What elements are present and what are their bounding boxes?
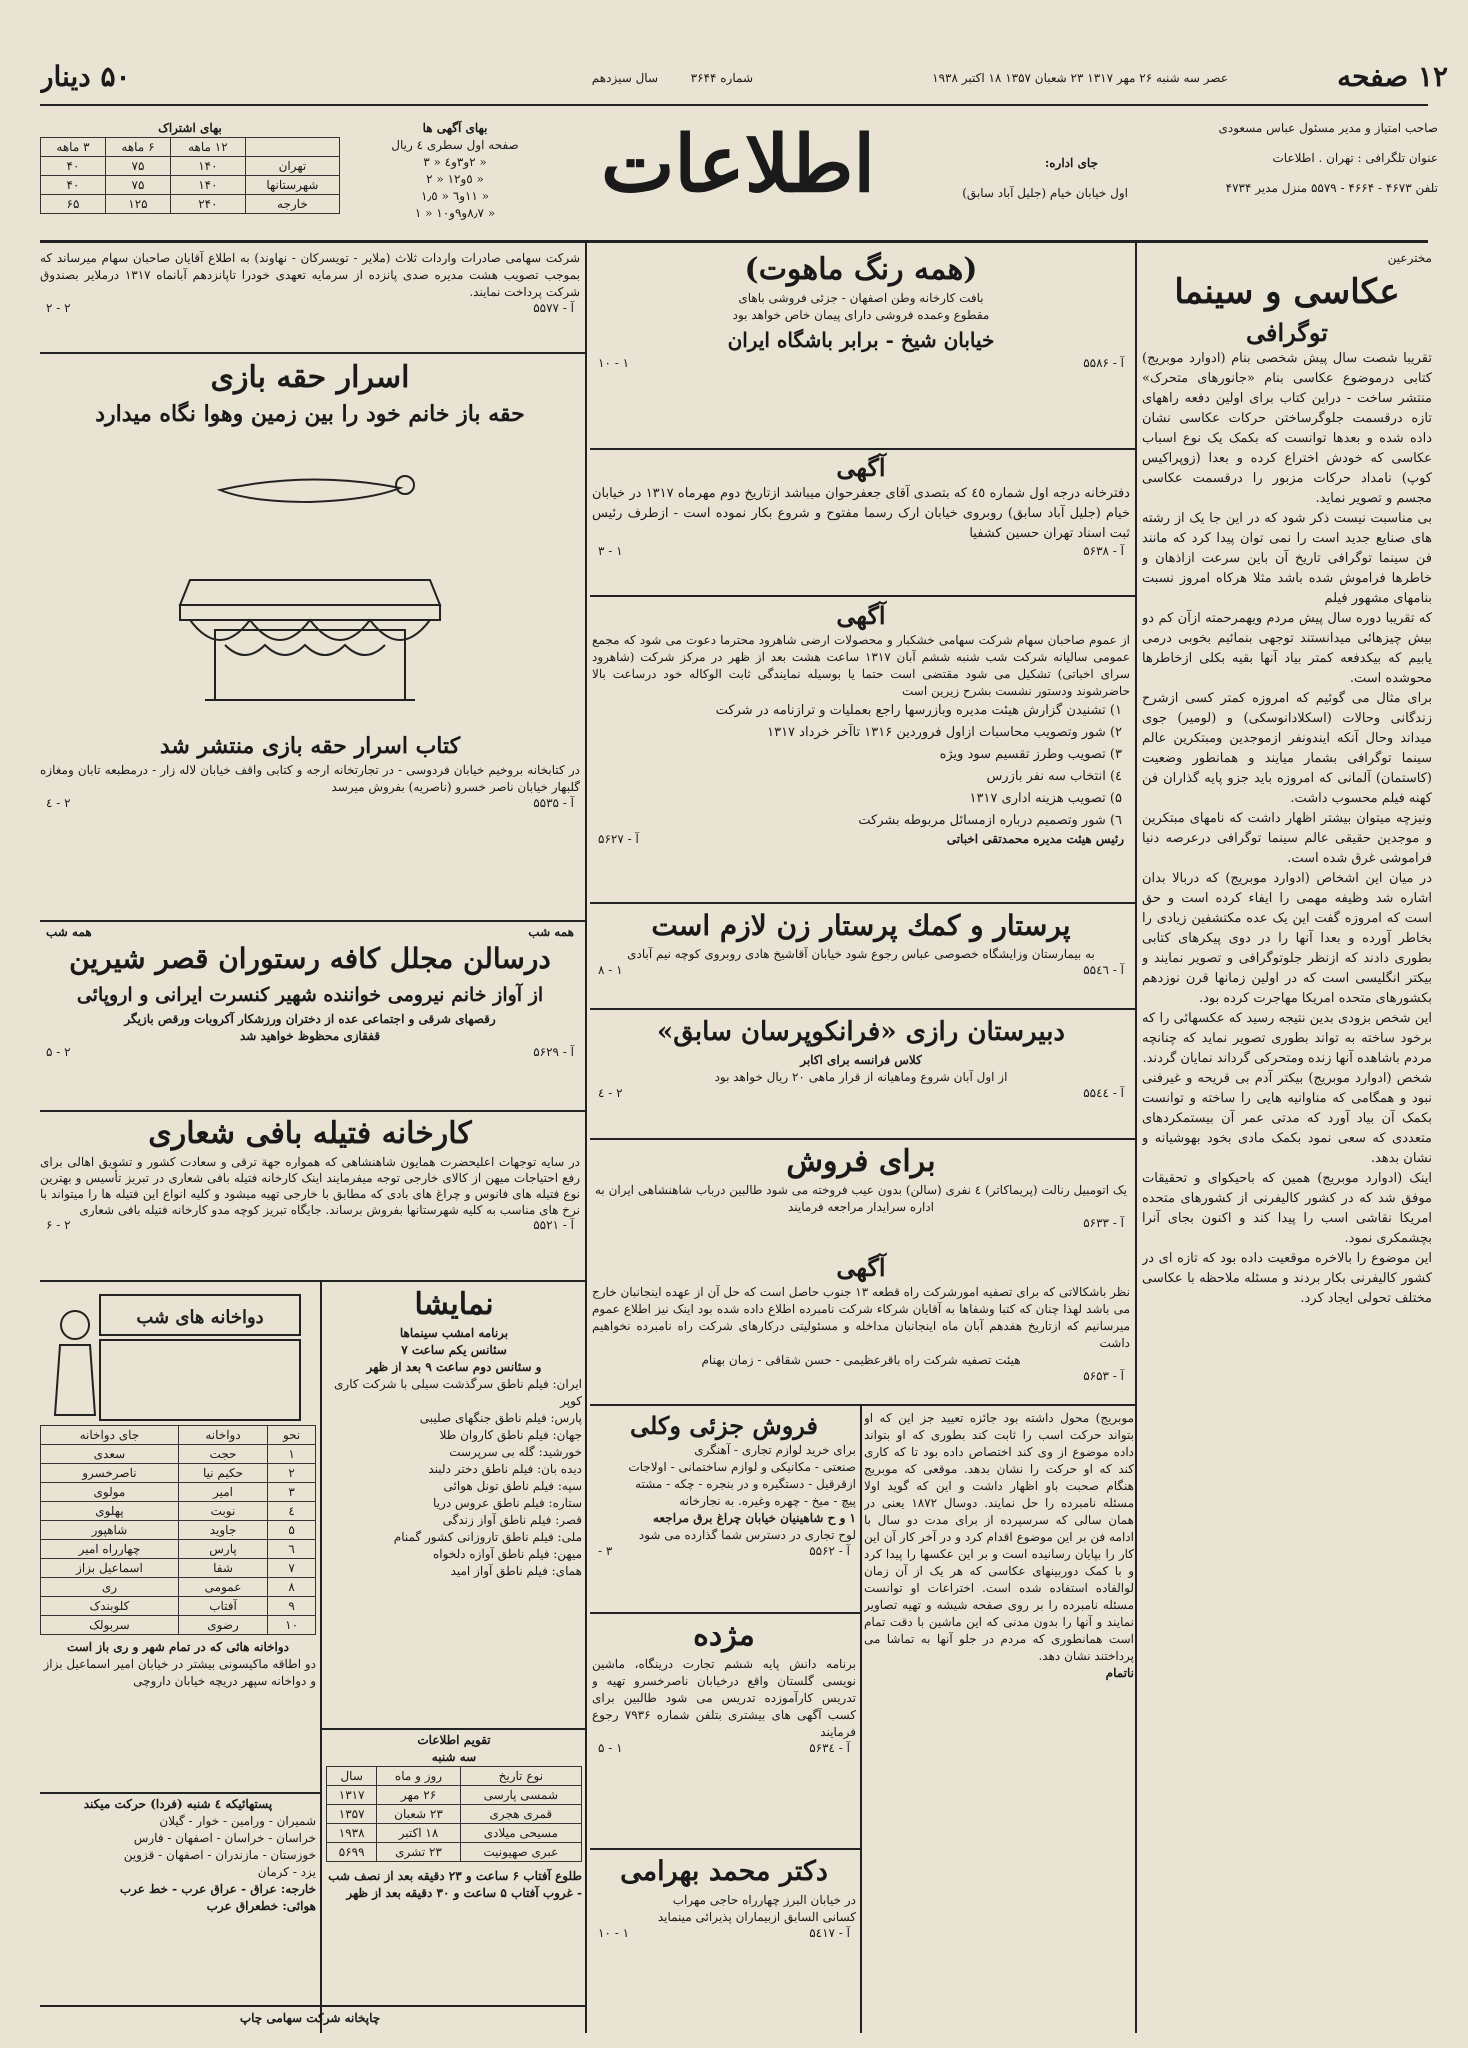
- mail-title: پستهائیکه ٤ شنبه (فردا) حرکت میکند: [83, 1797, 273, 1811]
- ad-sale: [592, 1142, 1130, 1252]
- sub-cell: خارجه: [245, 195, 339, 214]
- listings-title: نمایشا: [414, 1287, 494, 1322]
- notice-code: آ - ۵۶۵۳: [1083, 1369, 1124, 1383]
- sub-cell: ۱۲۵: [105, 195, 170, 214]
- ad-title: کارخانه فتیله بافی شعاری: [148, 1116, 472, 1151]
- ad-nurse: [592, 906, 1130, 1006]
- pharmacy-cell: شفا: [178, 1559, 267, 1578]
- ad-text: به بیمارستان وزایشگاه خصوصی عباس رجوع شود خیابان آقاشیخ هادی روبروی کوچه نیم آبادی: [627, 947, 1095, 961]
- pharmacy-header: نحو: [268, 1426, 316, 1445]
- pharmacy-cell: ٦: [268, 1540, 316, 1559]
- notice-notary: [592, 452, 1130, 592]
- cinema-listings: [326, 1285, 582, 1725]
- levitation-illustration: [40, 430, 580, 730]
- ad-run: ۲ - ۲: [46, 301, 71, 315]
- ad-line: رقصهای شرقی و اجتماعی عده از دختران ورزشکار آکروبات ورقص بازیگر: [124, 1012, 496, 1026]
- ad-title: دبیرستان رازی «فرانکوپرسان سابق»: [656, 1017, 1066, 1047]
- ad-title: برای فروش: [786, 1144, 936, 1179]
- pharmacy-cell: ۷: [268, 1559, 316, 1578]
- ad-iron: [592, 1410, 856, 1610]
- pharmacy-cell: پارس: [178, 1540, 267, 1559]
- pharmacy-cell: رضوی: [178, 1616, 267, 1635]
- subscription-box: [40, 120, 340, 214]
- calendar-day: سه شنبه: [431, 1750, 477, 1764]
- notice-signature: رئیس هیئت مدیره محمدتقی اخباتی: [946, 832, 1124, 846]
- ad-title: اسرار حقه بازی: [210, 360, 410, 395]
- notice-road: [592, 1252, 1130, 1402]
- listing-item: خورشید: گله بی سرپرست: [449, 1445, 582, 1459]
- listings-session: سئانس یکم ساعت ۷: [401, 1343, 507, 1357]
- pharmacy-cell: نوبت: [178, 1502, 267, 1521]
- ad-line: قفقازی محظوظ خواهید شد: [239, 1029, 381, 1043]
- notice-title: آگهی: [836, 601, 886, 630]
- ad-rate-row: « ٥و١٢ « ٢: [426, 172, 484, 186]
- article-title: عکاسی و سینما: [1174, 272, 1400, 312]
- ad-run: ۱ - ۱۰: [598, 356, 630, 370]
- volume: سال سیزدهم: [591, 71, 658, 85]
- agenda-item: ٦) شور وتصمیم درباره ازمسائل مربوطه بشرکت: [858, 813, 1122, 828]
- article-paragraph: برای مثال می گوئیم که امروزه کمتر کسی ازشرح زندگانی وحالات (اسکلادانوسکی) و (لومیر) جوی میداند وحال آنکه ایندونفر ازموجدین ومبتکرین عالم سینما توگرافی بشمار میایند و همانطور وضعیت (کاستمان) آلمانی که امروزه باید جزو پایه گذاران فن کهنه فیلم محسوب داشت.: [1142, 691, 1432, 806]
- ad-line: پیچ - میخ - چهره وغیره. به نجارخانه: [679, 1494, 856, 1508]
- illustration-figure: [180, 476, 440, 700]
- sub-cell: ۶۵: [41, 195, 106, 214]
- ad-rates-box: [350, 120, 560, 222]
- ad-text: از اول آبان شروع وماهیانه از قرار ماهی ۲۰ ریال خواهد بود: [714, 1070, 1008, 1084]
- notice-code: آ - ۵۶۳۸: [1083, 544, 1124, 558]
- pharmacy-note-detail: دو اطاقه ماکیسونی بیشتر در خیابان امیر اسماعیل بزاز و دواخانه سپهر دریچه خیابان داروچی: [43, 1657, 316, 1688]
- ad-code-row: [592, 1741, 856, 1755]
- sub-cell: ۴۰: [41, 176, 106, 195]
- ad-line: از آواز خانم نیرومی خواننده شهیر کنسرت ایرانی و اروپائی: [76, 984, 544, 1006]
- ad-subtitle: حقه باز خانم خود را بین زمین وهوا نگاه میدارد: [95, 401, 525, 427]
- ad-code: آ - ۵۵۳۵: [533, 796, 574, 810]
- ad-line: صنعتی - مکانیکی و لوازم ساختمانی - اولاجات: [628, 1460, 856, 1474]
- calendar-header: نوع تاریخ: [460, 1767, 581, 1786]
- page-number: ۱۲ صفحه: [1337, 60, 1448, 93]
- sub-cell: ۷۵: [105, 157, 170, 176]
- pharmacy-cell: امیر: [178, 1483, 267, 1502]
- ad-line: برای خرید لوازم تجاری - آهنگری: [694, 1443, 856, 1457]
- article-paragraph: که تقریبا دوره سال پیش مردم ویهمرحمته ازآن کم دو بیش چیزهائی میدانستند توجهی بنمائیم بخوبی درمی یابیم که بیکدفعه کمتر بیاد آنها بقیه بکلی ازخاطرها محوشده است.: [1142, 611, 1432, 686]
- pharmacy-cell: پهلوی: [41, 1502, 179, 1521]
- calendar-cell: ۲۳ شعبان: [377, 1805, 460, 1824]
- listing-item: میهن: فیلم ناطق آوازه دلخواه: [433, 1547, 582, 1561]
- calendar-table: [326, 1766, 582, 1862]
- notice-text: دفترخانه درجه اول شماره ٤٥ که بتصدی آقای جعفرحوان میباشد ازتاریخ دوم مهرماه ۱۳۱۷ در خیابان خیام (جلیل آباد سابق) روبروی خیابان ارک رسما مفتوح و شروع بکار نموده است - ازطرف رئیس ثبت اسناد تهران حسین کشفیا: [592, 486, 1130, 541]
- pharmacy-cell: شاهپور: [41, 1521, 179, 1540]
- office-address: اول خیابان خیام (جلیل آباد سابق): [962, 186, 1128, 200]
- night-pharmacies: [40, 1285, 316, 1785]
- ad-title: درسالن مجلل کافه رستوران قصر شیرین: [69, 942, 551, 975]
- sub-header: ۶ ماهه: [105, 138, 170, 157]
- ad-run: ۱ - ۸: [598, 963, 623, 977]
- article-paragraph: در میان این اشخاص (ادوارد موبریج) که دربالا بدان اشاره شد وظیفه مهمی را ایفاء کرده است و حق است که امروزه گفت این یک عده مکتشفین زیادی را بخاطر آورده و بعدا آنها را در دوی پیکرهای کتابی بطوری دادند که ازنظر جلوتوگرافی و تصویر نمایند و بیکتر انگلیسی است که در اولین زمانها قرن نوزدهم بکشورهای متحده امریکا مهاجرت کرده بود.: [1142, 871, 1432, 1006]
- ad-run: ۲ - ۶: [46, 1218, 71, 1232]
- ad-code: آ - ۵٤۱۷: [809, 1926, 850, 1940]
- listing-item: ستاره: فیلم ناطق عروس دریا: [433, 1496, 582, 1510]
- calendar-header: سال: [327, 1767, 377, 1786]
- agenda-item: ۱) تشنیدن گزارش هیئت مدیره وبازرسها راجع بعملیات و ترازنامه در شرکت: [715, 703, 1122, 718]
- ad-rate-row: « ۲و۳و٤ « ۳: [423, 155, 487, 169]
- ad-title: فروش جزئی وکلی: [629, 1411, 819, 1440]
- pharmacy-illustration: [40, 1285, 316, 1425]
- pharmacy-cell: عمومی: [178, 1578, 267, 1597]
- ad-code-row: [40, 1218, 580, 1232]
- ad-code-row: [40, 1045, 580, 1059]
- masthead-telegraph: عنوان تلگرافی : تهران . اطلاعات: [1272, 151, 1438, 165]
- ad-text: در کتابخانه بروخیم خیابان فردوسی - در تجارتخانه ارجه و کتابی واقف خیابان لاله زار - درمطبعه تابان ومغازه گلبهار خیابان ناصر خسرو (ناصریه) بفروش میرسد: [40, 763, 580, 794]
- column-divider: [1135, 243, 1137, 2033]
- pharmacy-cell: ۹: [268, 1597, 316, 1616]
- ad-cafe: [40, 925, 580, 1105]
- calendar-title: تقویم اطلاعات: [417, 1733, 491, 1747]
- sub-cell: ۲۴۰: [170, 195, 245, 214]
- pharmacy-cell: ٤: [268, 1502, 316, 1521]
- article-end: ناتمام: [1105, 1666, 1134, 1680]
- mail-line: یزد - کرمان: [257, 1865, 316, 1879]
- masthead-phones: تلفن ۴۶۷۳ - ۴۶۶۴ - ۵۵۷۹ منزل مدیر ۴۷۳۴: [1225, 181, 1438, 195]
- office-label: جای اداره:: [1044, 156, 1098, 170]
- calendar-cell: ۵۶۹۹: [327, 1843, 377, 1862]
- mail-line: خراسان - خراسان - اصفهان - فارس: [133, 1831, 316, 1845]
- issue-dates: عصر سه شنبه ۲۶ مهر ۱۳۱۷ ۲۳ شعبان ۱۳۵۷ ۱۸ اکتبر ۱۹۳۸: [932, 71, 1228, 85]
- article-paragraph: اینک (ادوارد موبریج) همین که باحیکوای و تحقیقات موفق شد که در کشور کالیفرنی از کشورهای متحده امریکا نقاشی اسب را پیدا کند و اکنون بجای آنرا بچشمکری نمود.: [1142, 1171, 1432, 1246]
- notice-code-row: [592, 832, 1130, 846]
- listings-program: برنامه امشب سینماها: [399, 1326, 509, 1340]
- ad-mahut: [592, 250, 1130, 445]
- sub-cell: تهران: [245, 157, 339, 176]
- article-subtitle: توگرافی: [1246, 318, 1328, 347]
- calendar-cell: شمسی پارسی: [460, 1786, 581, 1805]
- article-paragraph: بی مناسبت نیست ذکر شود که در این جا یک از رشته های صنایع جدید است را نمی توان پیدا کرد که مانند فن سینما توگرافی تاریخ آن باین سرعت ازاذهان و خاطرها فراموش شده باشد مثلا هرکاه امروز نسبت بنامهای مشهور فیلم: [1142, 511, 1432, 606]
- calendar-cell: عبری صهیونیت: [460, 1843, 581, 1862]
- ad-title: (همه رنگ ماهوت): [744, 252, 978, 287]
- pharmacy-cell: ۳: [268, 1483, 316, 1502]
- sub-cell: ۱۴۰: [170, 157, 245, 176]
- pharmacy-cell: سعدی: [41, 1445, 179, 1464]
- ad-code-row: [592, 1086, 1130, 1100]
- sub-header: ۱۲ ماهه: [170, 138, 245, 157]
- calendar-cell: ۲۳ تشری: [377, 1843, 460, 1862]
- pharmacy-cell: جاوید: [178, 1521, 267, 1540]
- notice-code-row: [592, 1369, 1130, 1383]
- agenda-item: ۲) شور وتصویب محاسبات ازاول فروردین ۱۳۱۶ تاآخر خرداد ۱۳۱۷: [767, 725, 1122, 740]
- pharmacy-cell: ۲: [268, 1464, 316, 1483]
- listing-item: ایران: فیلم ناطق سرگذشت سیلی با شرکت کاری کوپر: [334, 1377, 582, 1408]
- ad-run: ۱ - ۱۰: [598, 1926, 630, 1940]
- photo-article-continued: [864, 1410, 1134, 2030]
- ad-code-row: [40, 796, 580, 810]
- mail-departures: [40, 1796, 316, 2006]
- listing-item: ملی: فیلم ناطق تاروزانی کشور گمنام: [393, 1530, 582, 1544]
- article-paragraph: شخص (ادوارد موبریج) بیکتر آدم بی قریحه و غیرفنی نبود و همگامی که مناوانیه هایی را ساخته و توانست بکمک آن بیاد آورد که مدتی عمر آن بیستمکردهای متعددی که سعی نمود بکمک مادی بخود بهوشیانه و نشان بدهد.: [1142, 1071, 1432, 1166]
- calendar-cell: ۲۶ مهر: [377, 1786, 460, 1805]
- pharmacy-cell: آفتاب: [178, 1597, 267, 1616]
- mail-line: هوائی: خطعراق عرب: [206, 1899, 316, 1913]
- mail-line: خارجه: عراق - عراق عرب - خط عرب: [119, 1882, 316, 1896]
- ad-line: ۱ و ح شاهینیان خیابان چراغ برق مراجعه: [653, 1511, 856, 1525]
- ad-text: در سایه توجهات اعلیحضرت همایون شاهنشاهی که همواره جهة ترقی و سعادت کشور و تشویق اهالی برای رفع احتیاجات میهن از کالای خارجی توجه میفرمایند اینک کارخانه فتیله بافی شعاری در تبریز تأسیس و بهترین نوع فتیله های فانوس و چراغ های بادی که مطابق با خارجی تهیه میشود و کلیه انواع این فتیله ها را میتواند با نرخ های مناسب به کلیه شهرستانها بفروش برساند. جایگاه تبریز کوچه مدو کارخانه فتیله بافی شعاری: [40, 1155, 580, 1217]
- ad-code-row: [592, 356, 1130, 370]
- column-divider: [320, 1280, 322, 2033]
- ad-good-news: [592, 1616, 856, 1846]
- subscription-table: [40, 137, 340, 214]
- subscription-title: بهای اشتراک: [158, 121, 222, 135]
- cinema-article: [1142, 250, 1432, 2030]
- pharmacy-cell: سربولک: [41, 1616, 179, 1635]
- sub-cell: ۴۰: [41, 157, 106, 176]
- masthead-title: اطلاعات: [600, 119, 876, 210]
- ad-code: آ - ۵۵۸۶: [1083, 356, 1124, 370]
- ad-code: آ - ۵۵٤٤: [1083, 1086, 1124, 1100]
- ad-line: لوح تجاری در دسترس شما گذارده می شود: [638, 1528, 856, 1542]
- pharmacy-cell: ۵: [268, 1521, 316, 1540]
- listing-item: سپه: فیلم ناطق تونل هوائی: [443, 1479, 582, 1493]
- article-paragraph: این شخص بزودی بدین نتیجه رسید که عکسهائی را که برخود ساخته به تواند بطوری تصویر نماید که چنانچه مردم باشاهده آنها زنده ومتحرکی گرداند نمایان گردند.: [1142, 1011, 1432, 1066]
- article-paragraph: تقریبا شصت سال پیش شخصی بنام (ادوارد موبریج) کتابی درموضوع عکاسی بنام «جانورهای متحرک» منتشر ساخت - دراین کتاب برای اولین دفعه راههای تازه درقسمت جلوگرساختن حرکات عکاسی نشان داده شده و بعدها توانست که بکمک یک نوع اسباب عکاسی که خودش اختراع کرده و بعدا (زوپراکیس کوپ) نامداد حرکات مزبور را درقسمت عکاسی مجسم و تصویر نماید.: [1142, 351, 1432, 506]
- pharmacy-cell: چهارراه امیر: [41, 1540, 179, 1559]
- calendar-cell: ۱۳۱۷: [327, 1786, 377, 1805]
- ad-title: مژده: [693, 1618, 755, 1653]
- sub-cell: شهرستانها: [245, 176, 339, 195]
- notice-title: آگهی: [836, 1253, 886, 1282]
- notice-title: آگهی: [836, 453, 886, 482]
- article-byline: مخترعین: [1387, 251, 1432, 265]
- ad-text: برنامه دانش پایه ششم تجارت درینگاه، ماشین نویسی گلستان واقع درخیابان ناصرخسرو تهیه و تدریس کارآموزده تدریس می شود طالبین برای کسب آگهی های بیشتری بتلفن شماره ۷۹۳۶ رجوع فرمایند: [592, 1657, 856, 1739]
- pharmacy-cell: حجت: [178, 1445, 267, 1464]
- ad-code: آ - ۵۵۷۷: [533, 301, 574, 315]
- notice-shareholders: [592, 600, 1130, 900]
- ad-text: یک اتومبیل رنالت (پریماکاتر) ٤ نفری (سالن) بدون عیب فروخته می شود طالبین درباب شاهنشاهی ایران به اداره سرایدار مراجعه فرمایند: [594, 1183, 1127, 1214]
- ad-wick-factory: [40, 1114, 580, 1278]
- pharmacy-cell: ۱۰: [268, 1616, 316, 1635]
- pharmacy-note: دواخانه هائی که در تمام شهر و ری باز است: [66, 1640, 290, 1654]
- mail-line: خوزستان - مازندران - اصفهان - قزوین: [123, 1848, 316, 1862]
- pharmacy-header: جای دواخانه: [41, 1426, 179, 1445]
- ad-title: پرستار و کمك پرستار زن لازم است: [651, 909, 1071, 942]
- ad-code: آ - ۵۶۳٤: [809, 1741, 850, 1755]
- listing-item: جهان: فیلم ناطق کاروان طلا: [439, 1428, 582, 1442]
- mail-line: شمیران - ورامین - خوار - گیلان: [159, 1814, 316, 1828]
- calendar-cell: ۱۹۳۸: [327, 1824, 377, 1843]
- ad-code: آ - ۵۵٤٦: [1083, 963, 1124, 977]
- ad-shares: [40, 250, 580, 350]
- agenda-list: [592, 700, 1130, 832]
- ad-book: کتاب اسرار حقه بازی منتشر شد: [159, 733, 461, 759]
- printer-credit: چاپخانه شرکت سهامی چاپ: [239, 2011, 381, 2025]
- ad-tag: همه شب: [528, 925, 574, 939]
- listing-item: همای: فیلم ناطق آواز امید: [450, 1564, 582, 1578]
- ad-code: آ - ۵۶۲۹: [533, 1045, 574, 1059]
- pharmacy-table: [40, 1425, 316, 1635]
- sub-cell: ۷۵: [105, 176, 170, 195]
- ad-school: [592, 1012, 1130, 1137]
- masthead-owner: صاحب امتیاز و مدیر مسئول عباس مسعودی: [1218, 121, 1438, 135]
- ad-code-row: [592, 1926, 856, 1940]
- listing-item: دیده بان: فیلم ناطق دختر دلبند: [428, 1462, 582, 1476]
- ad-run: ۲ - ٤: [46, 796, 71, 810]
- notice-code: آ - ۵۶۲۷: [598, 832, 639, 846]
- price: ۵۰ دینار: [40, 60, 131, 93]
- sub-header: ۳ ماهه: [41, 138, 106, 157]
- agenda-item: ۳) تصویب وطرز تقسیم سود ویژه: [939, 747, 1122, 762]
- ad-rate-row: « ١١و٦ « ١٫٥: [420, 189, 490, 203]
- sub-cell: ۱۴۰: [170, 176, 245, 195]
- pharmacy-title: دواخانه های شب: [136, 1307, 264, 1328]
- ad-run: ۲ - ۵: [46, 1045, 71, 1059]
- ad-code-row: [592, 1216, 1130, 1230]
- column-divider: [585, 243, 587, 2033]
- ad-code-row: [592, 963, 1130, 977]
- ad-line: بافت کارخانه وطن اصفهان - جزئی فروشی باهای: [738, 291, 984, 305]
- issue-number: شماره ۳۶۴۴: [690, 71, 753, 85]
- article-paragraph: این موضوع را بالاخره موقعیت داده بود که تازه ای در کشور کالیفرنی بکار بردند و مسئله ملاحظه با عکاسی مختلف تحولی ایجاد کرد.: [1142, 1251, 1432, 1306]
- pharmacy-cell: ۱: [268, 1445, 316, 1464]
- ad-code: آ - ۵۶۳۳: [1083, 1216, 1124, 1230]
- listing-item: پارس: فیلم ناطق جنگهای صلیبی: [419, 1411, 582, 1425]
- agenda-item: ٤) انتخاب سه نفر بازرس: [986, 769, 1122, 784]
- calendar-cell: مسیحی میلادی: [460, 1824, 581, 1843]
- article-paragraph: ونیزچه میتوان بیشتر اظهار داشت که نامهای مبتکرین و موجدین حقیقی عالم سینما توگرافی درعرصه دنیا فراموشی غرق شده است.: [1142, 811, 1432, 866]
- ad-address: خیابان شیخ - برابر باشگاه ایران: [727, 328, 995, 352]
- ad-rate-row: صفحه اول سطری ٤ ریال: [391, 138, 519, 152]
- notice-run: ۱ - ۳: [598, 544, 623, 558]
- ad-line: ازقرقیل - دستگیره و در بنجره - چکه - مشته: [635, 1477, 856, 1491]
- calendar-sun-times: طلوع آفتاب ۶ ساعت و ۲۳ دقیقه بعد از نصف شب - غروب آفتاب ۵ ساعت و ۳۰ دقیقه بعد از ظهر: [328, 1869, 582, 1900]
- listing-item: قصر: فیلم ناطق آواز زندگی: [442, 1513, 582, 1527]
- ad-line: کسانی السابق ازبیماران پذیرائی مینماید: [657, 1910, 856, 1924]
- ad-run: ۳ -: [598, 1544, 613, 1558]
- pharmacy-header: دواخانه: [178, 1426, 267, 1445]
- calendar-cell: قمری هجری: [460, 1805, 581, 1824]
- ad-code: آ - ۵۵۲۱: [533, 1218, 574, 1232]
- pharmacy-cell: ۸: [268, 1578, 316, 1597]
- ad-tag: همه شب: [46, 925, 92, 939]
- ad-sub: کلاس فرانسه برای اکابر: [800, 1053, 922, 1067]
- ad-run: ۱ - ۵: [598, 1741, 623, 1755]
- notice-code-row: [592, 544, 1130, 558]
- article-text: موبریج) محول داشته بود جائزه تعیید جز این که او بتواند حرکت اسب را ثابت کند بطوری که او بتواند داده موضوع از وی کند اختصاص داده بود تا که کاری کند که او حرکت را نشان بدهد. موقعی که موبریج هنگام صحبت باو اظهار داشت و این که گوید اولا مسئله نامبرده را حل نمایند. دوسال ۱۸۷۲ یعنی در همان سالی که سرسپرده از برای مدت دو سال با ادامه فن بر این موضوع اقدام کرد و در آخر کار آن این کار را بپایان رسانیده است و بر این عکسها را پیدا کرد و با کمک دوربینهای عکاسی که هر یک از آن زمان لوالفاده استفاده شده است. اختراعات او توانست مسئله نامبرده را بر روی صفحه شیشه و تهیه تصاویر نمایند و آنها را بدون مدنی که این ماشین با دقت تمام است همانطوری که مردم در جلو آنها به تماشا می پرداختند نشان دهد.: [864, 1411, 1134, 1663]
- notice-text: از عموم صاحبان سهام شرکت سهامی خشکبار و محصولات ارضی شاهرود محترما دعوت می شود که مجمع عمومی سالیانه شرکت شب شنبه ششم آبان ۱۳۱۷ ساعت هشت بعد از ظهر در مرکز شرکت (شاهرود سرای اخباتی) تشکیل می شود مقتضی است حتما یا بوسیله نمایندگی ثابت الوکاله خود درساعت بالا حاضرشوند ودستور نشست بشرح زیرین است: [592, 633, 1130, 698]
- ad-text: شرکت سهامی صادرات واردات ثلاث (ملایر - تویسرکان - نهاوند) به اطلاع آقایان صاحبان سهام میرساند که بموجب تصویب هشت مدیره صدی پانزده از سرمایه تعهدی خودرا تاپانزدهم آبانماه ۱۳۱۷ درملایر بصندوق شرکت پرداخت نمایند.: [40, 251, 580, 299]
- ad-rates-title: بهای آگهی ها: [422, 121, 488, 135]
- ad-code-row: [592, 1544, 856, 1558]
- calendar: [326, 1732, 582, 1992]
- ad-magic-book: [40, 358, 580, 918]
- ad-tags: [40, 925, 580, 939]
- notice-text: نظر باشکالاتی که برای تصفیه امورشرکت راه قطعه ۱۳ جنوب حاصل است که حل آن از عهده اینجانبان خارج می باشد لهذا چنان که کتبا وشفاها به آقایان شرکاء شرکت نامبرده اطلاع داده شده بود اینک نیز اطلاع عموم میرسانیم که ازتاریخ هفدهم آبان ماه اینجانبان مداخله و مسئولیتی درکارهای شرکت راه نامبرده نخواهیم داشت: [592, 1285, 1130, 1350]
- listings-session: و سئانس دوم ساعت ۹ بعد از ظهر: [366, 1360, 542, 1374]
- pharmacy-cell: حکیم نیا: [178, 1464, 267, 1483]
- notice-signers: هیئت تصفیه شرکت راه باقرعظیمی - حسن شقاقی - زمان بهنام: [701, 1353, 1021, 1367]
- pharmacy-cell: اسماعیل بزاز: [41, 1559, 179, 1578]
- ad-line: در خیابان البرز چهارراه حاجی مهراب: [672, 1893, 856, 1907]
- pharmacy-cell: مولوی: [41, 1483, 179, 1502]
- calendar-cell: ۱۸ اکتبر: [377, 1824, 460, 1843]
- calendar-header: روز و ماه: [377, 1767, 460, 1786]
- ad-run: ۲ - ٤: [598, 1086, 623, 1100]
- sub-header: [245, 138, 339, 157]
- agenda-item: ۵) تصویب هزینه اداری ۱۳۱۷: [969, 791, 1122, 806]
- ad-line: مقطوع وعمده فروشی دارای پیمان خاص خواهد بود: [732, 308, 990, 322]
- ad-rate-row: « ٨٫٧و٩و١٠ « ١: [414, 206, 496, 220]
- ad-doctor: [592, 1852, 856, 2032]
- ad-code-row: [40, 301, 580, 315]
- ad-code: آ - ۵۵۶۲: [809, 1544, 850, 1558]
- pharmacy-cell: ری: [41, 1578, 179, 1597]
- pharmacy-cell: کلوبندک: [41, 1597, 179, 1616]
- ad-title: دکتر محمد بهرامی: [620, 1856, 828, 1887]
- calendar-cell: ۱۳۵۷: [327, 1805, 377, 1824]
- pharmacy-cell: ناصرخسرو: [41, 1464, 179, 1483]
